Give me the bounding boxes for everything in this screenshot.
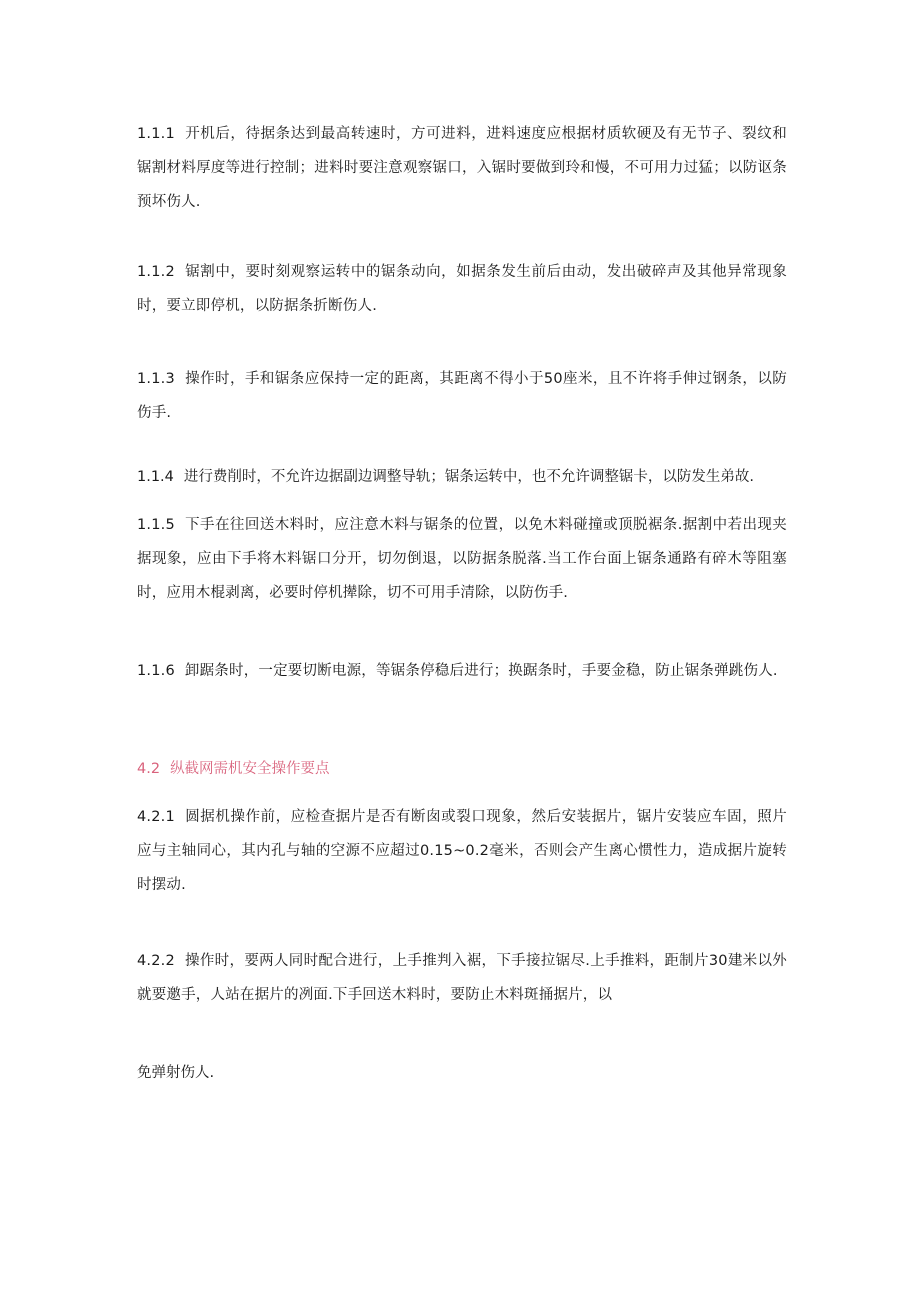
- section-title: 纵截网需机安全操作要点: [170, 761, 330, 777]
- clause-number: 1.1.6: [137, 663, 175, 679]
- paragraph-1-1-4: [137, 460, 754, 494]
- paragraph-4-2-2: [137, 944, 787, 1012]
- clause-number: 4.2.2: [137, 953, 175, 969]
- tail-text: 免弹射伤人.: [137, 1065, 215, 1081]
- paragraph-1-1-2: [137, 255, 787, 323]
- paragraph-1-1-3: [137, 362, 787, 430]
- section-heading-4-2: [137, 752, 330, 786]
- clause-text: 开机后，待据条达到最高转速时，方可进料，进料速度应根据材质软硬及有无节子、裂纹和锯割材料厚度等进行控制；进料时要注意观察锯口，入锯时要做到玲和慢，不可用力过猛；以防讴条预坏伤人.: [137, 126, 787, 210]
- paragraph-1-1-1: [137, 117, 787, 219]
- clause-number: 1.1.4: [137, 469, 174, 485]
- clause-text: 操作时，手和锯条应保持一定的距离，其距离不得小于50座米，且不许将手伸过钢条，以防伤手.: [137, 371, 787, 421]
- paragraph-4-2-1: [137, 800, 787, 902]
- clause-text: 卸踞条时，一定要切断电源，等锯条停稳后进行；换踞条时，手要金稳，防止锯条弹跳伤人.: [184, 663, 778, 679]
- paragraph-1-1-6: [137, 654, 787, 688]
- paragraph-1-1-5: [137, 508, 787, 610]
- section-number: 4.2: [137, 761, 161, 777]
- paragraph-tail: [137, 1056, 214, 1090]
- clause-number: 4.2.1: [137, 809, 175, 825]
- clause-number: 1.1.5: [137, 517, 175, 533]
- clause-number: 1.1.3: [137, 371, 175, 387]
- clause-number: 1.1.1: [137, 126, 175, 142]
- clause-text: 操作时，要两人同时配合进行，上手推判入裾，下手接拉锯尽.上手推料，距制片30建米以外就要邀手，人站在据片的冽面.下手回送木料时，要防止木料斑捅据片，以: [137, 953, 787, 1003]
- clause-text: 进行费削时，不允许边据副边调整导轨；锯条运转中，也不允许调整锯卡，以防发生弟故.: [183, 469, 755, 485]
- clause-text: 圆据机操作前，应检查据片是否有断囱或裂口现象，然后安装据片，锯片安装应车固，照片应与主轴同心，其内孔与轴的空源不应超过0.15~0.2毫米，否则会产生离心惯性力，造成据片旋转时摆动.: [137, 809, 787, 893]
- clause-number: 1.1.2: [137, 264, 175, 280]
- clause-text: 下手在往回送木料时，应注意木料与锯条的位置，以免木料碰撞或顶脱裾条.据割中若出现夹据现象，应由下手将木料锯口分开，切勿倒退，以防据条脱落.当工作台面上锯条通路有碎木等阻塞时，应用木棍剥离，必要时停机撵除，切不可用手清除，以防伤手.: [137, 517, 787, 601]
- clause-text: 锯割中，要时刻观察运转中的锯条动向，如据条发生前后由动，发出破碎声及其他异常现象时，要立即停机，以防据条折断伤人.: [137, 264, 787, 314]
